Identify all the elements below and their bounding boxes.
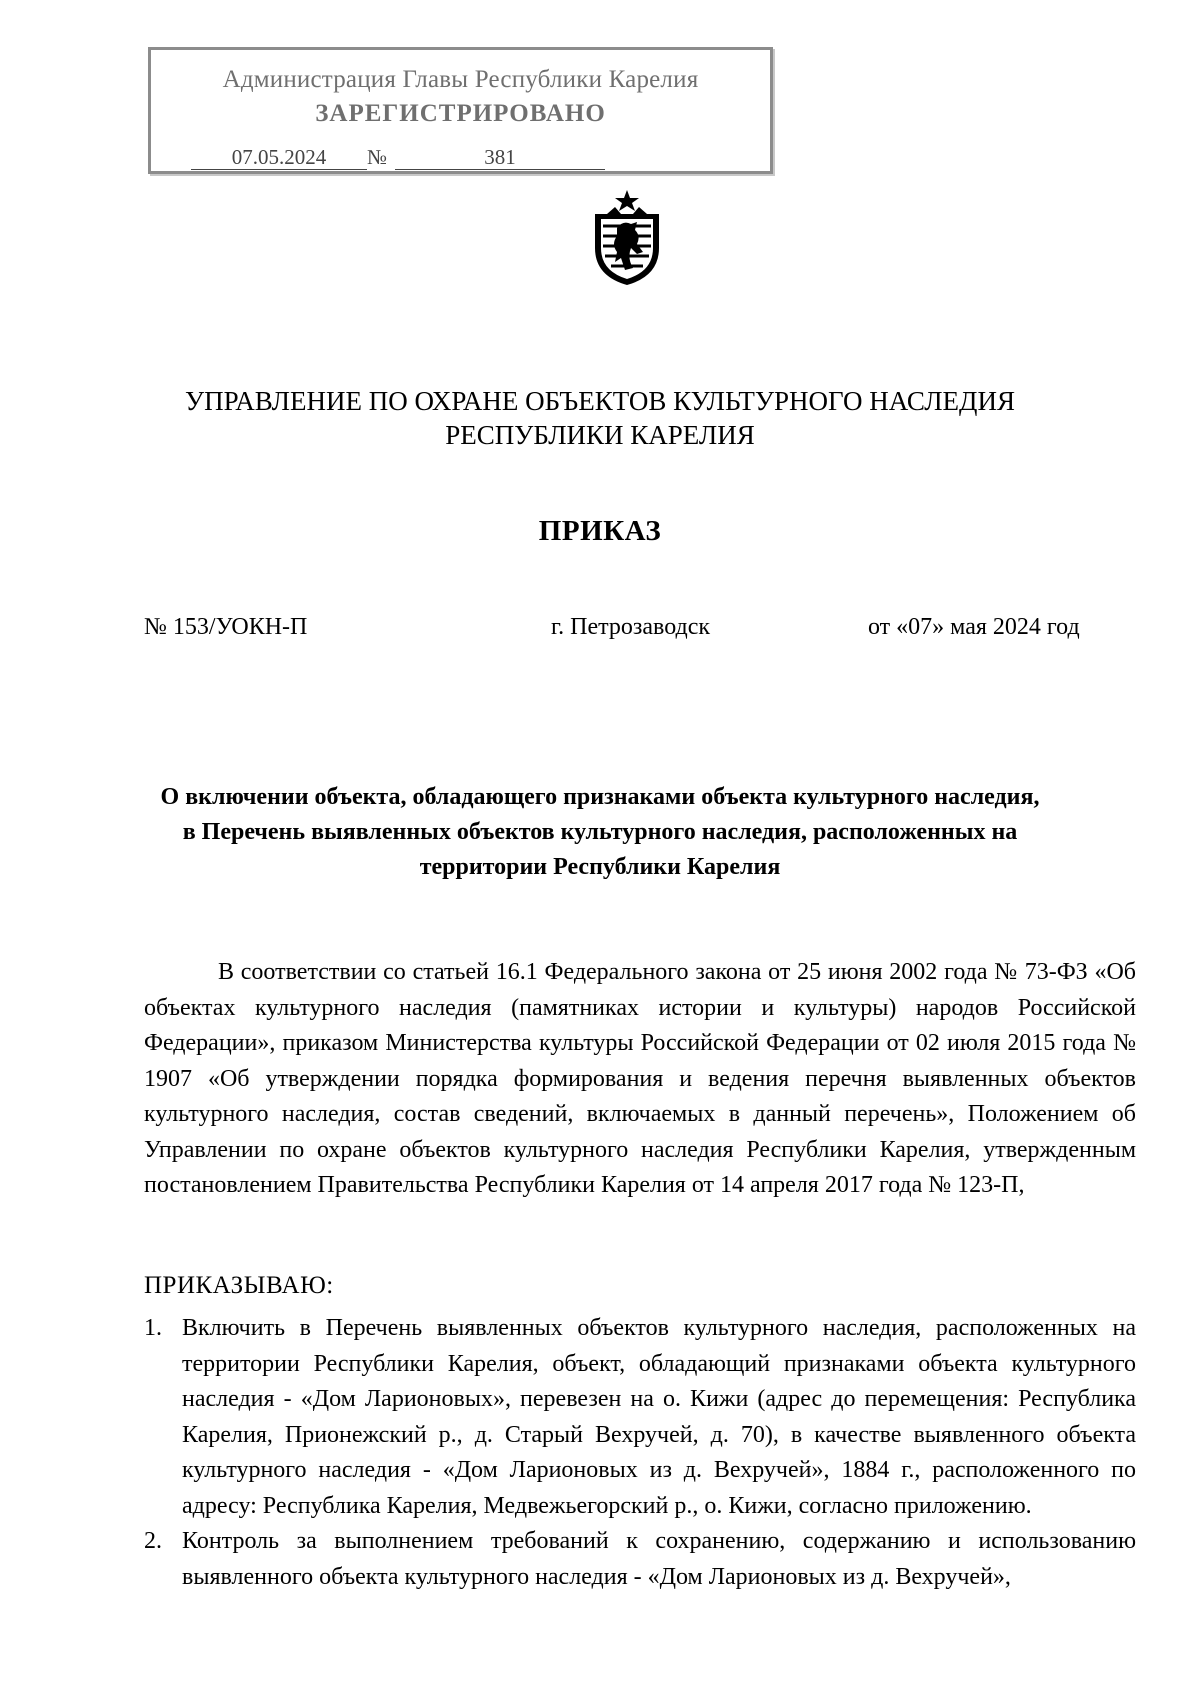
list-item-number: 2. [144,1528,162,1554]
list-item [144,1524,1136,1595]
order-subject [0,780,1200,885]
subject-line2: в Перечень выявленных объектов культурного наследия, расположенных на [182,819,1018,845]
registration-stamp [148,47,773,174]
stamp-number: 381 [395,145,605,170]
order-city: г. Петрозаводск [551,614,711,640]
list-item [144,1311,1136,1524]
preamble-paragraph: В соответствии со статьей 16.1 Федерального закона от 25 июня 2002 года № 73-ФЗ «Об объектах культурного наследия (памятниках истории и культуры) народов Российской Федерации», приказом Министерства культуры Российской Федерации от 02 июля 2015 года № 1907 «Об утверждении порядка формирования и ведения перечня выявленных объектов культурного наследия, состав сведений, включаемых в данный перечень», Положением об Управлении по охране объектов культурного наследия Республики Карелия, утвержденным постановлением Правительства Республики Карелия от 14 апреля 2017 года № 123-П, [144,959,1136,1198]
karelia-coat-of-arms-icon [587,188,667,288]
order-number: № 153/УОКН-П [144,614,308,640]
stamp-number-label: № [367,145,388,169]
order-directive: ПРИКАЗЫВАЮ: [144,1272,334,1299]
stamp-organization: Администрация Главы Республики Карелия [222,66,699,93]
subject-line1: О включении объекта, обладающего признаками объекта культурного наследия, [160,784,1040,810]
agency-name-line1: УПРАВЛЕНИЕ ПО ОХРАНЕ ОБЪЕКТОВ КУЛЬТУРНОГО НАСЛЕДИЯ [185,386,1015,416]
list-item-text: Контроль за выполнением требований к сохранению, содержанию и использованию выявленного объекта культурного наследия - «Дом Ларионовых из д. Вехручей», [182,1528,1136,1590]
stamp-status: ЗАРЕГИСТРИРОВАНО [315,100,606,127]
order-date: от «07» мая 2024 год [868,614,1080,640]
subject-line3: территории Республики Карелия [419,854,781,880]
order-items-list [144,1311,1136,1595]
document-type: ПРИКАЗ [538,515,662,547]
list-item-text: Включить в Перечень выявленных объектов культурного наследия, расположенных на территории Республики Карелия, объект, обладающий признаками объекта культурного наследия - «Дом Ларионовых», перевезен на о. Кижи (адрес до перемещения: Республика Карелия, Прионежский р., д. Старый Вехручей, д. 70), в качестве выявленного объекта культурного наследия - «Дом Ларионовых из д. Вехручей», 1884 г., расположенного по адресу: Республика Карелия, Медвежьегорский р., о. Кижи, согласно приложению. [182,1315,1136,1519]
list-item-number: 1. [144,1315,162,1341]
stamp-date: 07.05.2024 [191,145,367,170]
agency-name-line2: РЕСПУБЛИКИ КАРЕЛИЯ [445,420,755,450]
agency-name [0,384,1200,452]
